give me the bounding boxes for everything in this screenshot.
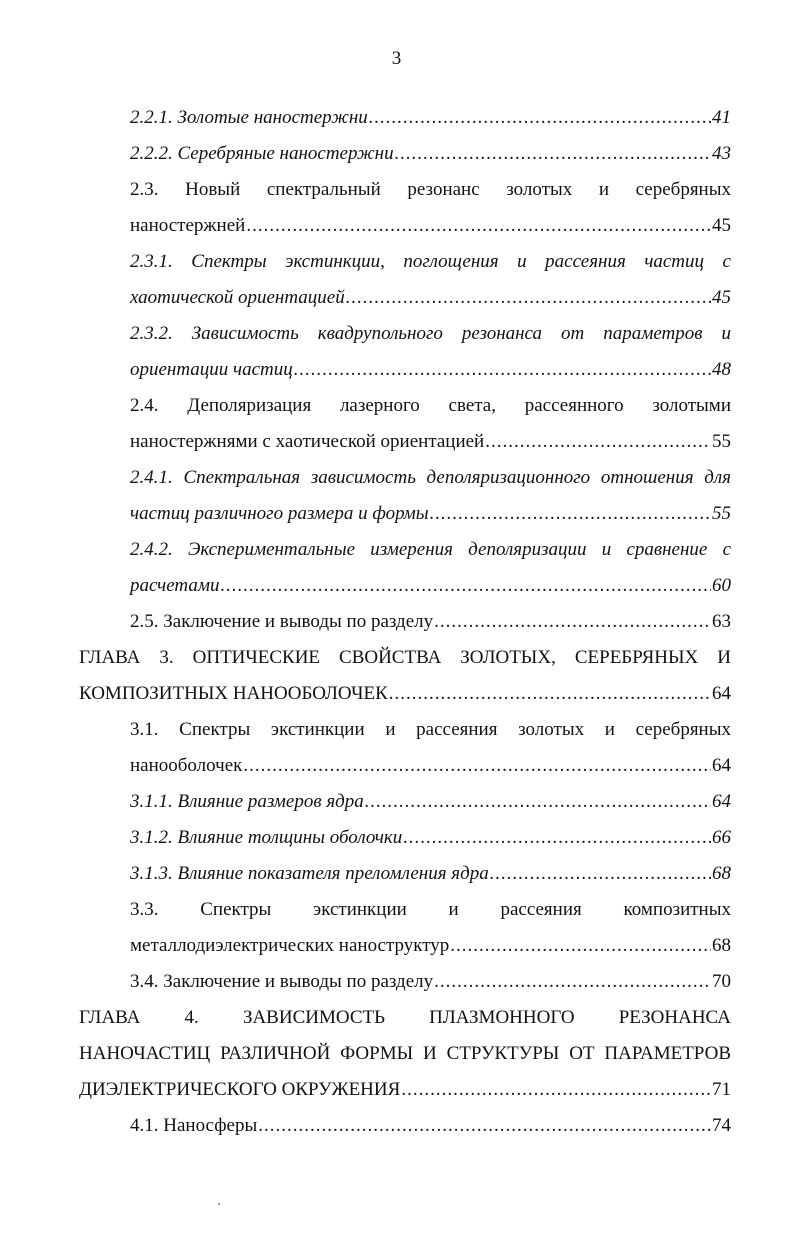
toc-entry[interactable] — [130, 964, 731, 1000]
toc-page-number: 68 — [712, 935, 731, 956]
dot-leader — [389, 676, 711, 712]
toc-entry[interactable] — [130, 892, 731, 964]
toc-entry[interactable] — [130, 136, 731, 172]
toc-entry-title: 3.1.1. Влияние размеров ядра — [130, 791, 364, 812]
toc-entry-title: 2.2.2. Серебряные наностержни — [130, 143, 394, 164]
toc-entry-title: 2.2.1. Золотые наностержни — [130, 107, 368, 128]
toc-page-number: 48 — [712, 359, 731, 380]
toc-entry[interactable] — [130, 100, 731, 136]
toc-page-number: 71 — [712, 1079, 731, 1100]
toc-entry-title: ориентации частиц — [130, 359, 293, 380]
toc-page-number: 45 — [712, 215, 731, 236]
dot-leader — [434, 604, 711, 640]
dot-leader — [369, 100, 711, 136]
toc-page-number: 70 — [712, 971, 731, 992]
toc-entry-line: 3.1. Спектры экстинкции и рассеяния золотых и серебряных — [130, 719, 731, 740]
toc-entry-line: 2.4.1. Спектральная зависимость деполяризационного отношения для — [130, 467, 731, 488]
toc-page-number: 55 — [712, 503, 731, 524]
toc-page-number: 64 — [712, 791, 731, 812]
dot-leader — [401, 1072, 711, 1108]
dot-leader — [346, 280, 711, 316]
toc-entry-line: 2.3.1. Спектры экстинкции, поглощения и рассеяния частиц с — [130, 251, 731, 272]
toc-entry-title: ДИЭЛЕКТРИЧЕСКОГО ОКРУЖЕНИЯ — [79, 1079, 401, 1100]
dot-leader — [221, 568, 711, 604]
toc-entry[interactable] — [130, 784, 731, 820]
toc-entry-title: частиц различного размера и формы — [130, 503, 429, 524]
toc-entry-title: нанооболочек — [130, 755, 243, 776]
toc-page-number: 64 — [712, 683, 731, 704]
dot-leader — [485, 424, 711, 460]
dot-leader — [243, 748, 711, 784]
toc-entry-title: 4.1. Наносферы — [130, 1115, 258, 1136]
toc-page-number: 64 — [712, 755, 731, 776]
toc-page-number: 55 — [712, 431, 731, 452]
dot-leader — [490, 856, 711, 892]
toc-entry-line: ГЛАВА 4. ЗАВИСИМОСТЬ ПЛАЗМОННОГО РЕЗОНАНСА — [79, 1007, 731, 1028]
toc-page-number: 66 — [712, 827, 731, 848]
toc-page-number: 41 — [712, 107, 731, 128]
toc-page-number: 68 — [712, 863, 731, 884]
toc-entry-title: наностержнями с хаотической ориентацией — [130, 431, 485, 452]
toc-entry-title: 2.5. Заключение и выводы по разделу — [130, 611, 434, 632]
toc-entry-line: ГЛАВА 3. ОПТИЧЕСКИЕ СВОЙСТВА ЗОЛОТЫХ, СЕРЕБРЯНЫХ И — [79, 647, 731, 668]
toc-page-number: 74 — [712, 1115, 731, 1136]
toc-entry[interactable] — [130, 316, 731, 388]
dot-leader — [430, 496, 711, 532]
dot-leader — [246, 208, 711, 244]
toc-entry-title: наностержней — [130, 215, 246, 236]
toc-entry-line: 2.4. Деполяризация лазерного света, рассеянного золотыми — [130, 395, 731, 416]
toc-entry[interactable] — [130, 460, 731, 532]
toc-entry[interactable] — [130, 820, 731, 856]
toc-page-number: 45 — [712, 287, 731, 308]
toc-entry[interactable] — [79, 640, 731, 712]
scan-speck — [218, 1203, 220, 1205]
toc-entry-title: 3.4. Заключение и выводы по разделу — [130, 971, 434, 992]
toc-entry-title: металлодиэлектрических наноструктур — [130, 935, 450, 956]
toc-entry-line: НАНОЧАСТИЦ РАЗЛИЧНОЙ ФОРМЫ И СТРУКТУРЫ ОТ ПАРАМЕТРОВ — [79, 1043, 731, 1064]
toc-entry-title: хаотической ориентацией — [130, 287, 345, 308]
toc-entry[interactable] — [130, 712, 731, 784]
dot-leader — [365, 784, 711, 820]
toc-entry[interactable] — [130, 172, 731, 244]
toc-entry-title: 3.1.2. Влияние толщины оболочки — [130, 827, 403, 848]
dot-leader — [434, 964, 711, 1000]
dot-leader — [258, 1108, 711, 1144]
toc-entry-line: 2.3.2. Зависимость квадрупольного резонанса от параметров и — [130, 323, 731, 344]
toc-page-number: 63 — [712, 611, 731, 632]
toc-entry[interactable] — [130, 244, 731, 316]
dot-leader — [395, 136, 711, 172]
toc-entry[interactable] — [130, 532, 731, 604]
toc-entry-title: расчетами — [130, 575, 220, 596]
dot-leader — [294, 352, 711, 388]
toc-page-number: 43 — [712, 143, 731, 164]
dot-leader — [450, 928, 711, 964]
toc-entry[interactable] — [130, 1108, 731, 1144]
toc-entry-line: 2.4.2. Экспериментальные измерения деполяризации и сравнение с — [130, 539, 731, 560]
toc-entry[interactable] — [130, 856, 731, 892]
toc-entry[interactable] — [130, 388, 731, 460]
dot-leader — [403, 820, 711, 856]
toc-page-number: 60 — [712, 575, 731, 596]
toc-entry-title: 3.1.3. Влияние показателя преломления ядра — [130, 863, 489, 884]
toc-entry-line: 2.3. Новый спектральный резонанс золотых и серебряных — [130, 179, 731, 200]
toc-entry[interactable] — [130, 604, 731, 640]
page-number: 3 — [391, 48, 402, 69]
toc-entry-line: 3.3. Спектры экстинкции и рассеяния композитных — [130, 899, 731, 920]
toc-entry[interactable] — [79, 1000, 731, 1108]
toc-entry-title: КОМПОЗИТНЫХ НАНООБОЛОЧЕК — [79, 683, 388, 704]
